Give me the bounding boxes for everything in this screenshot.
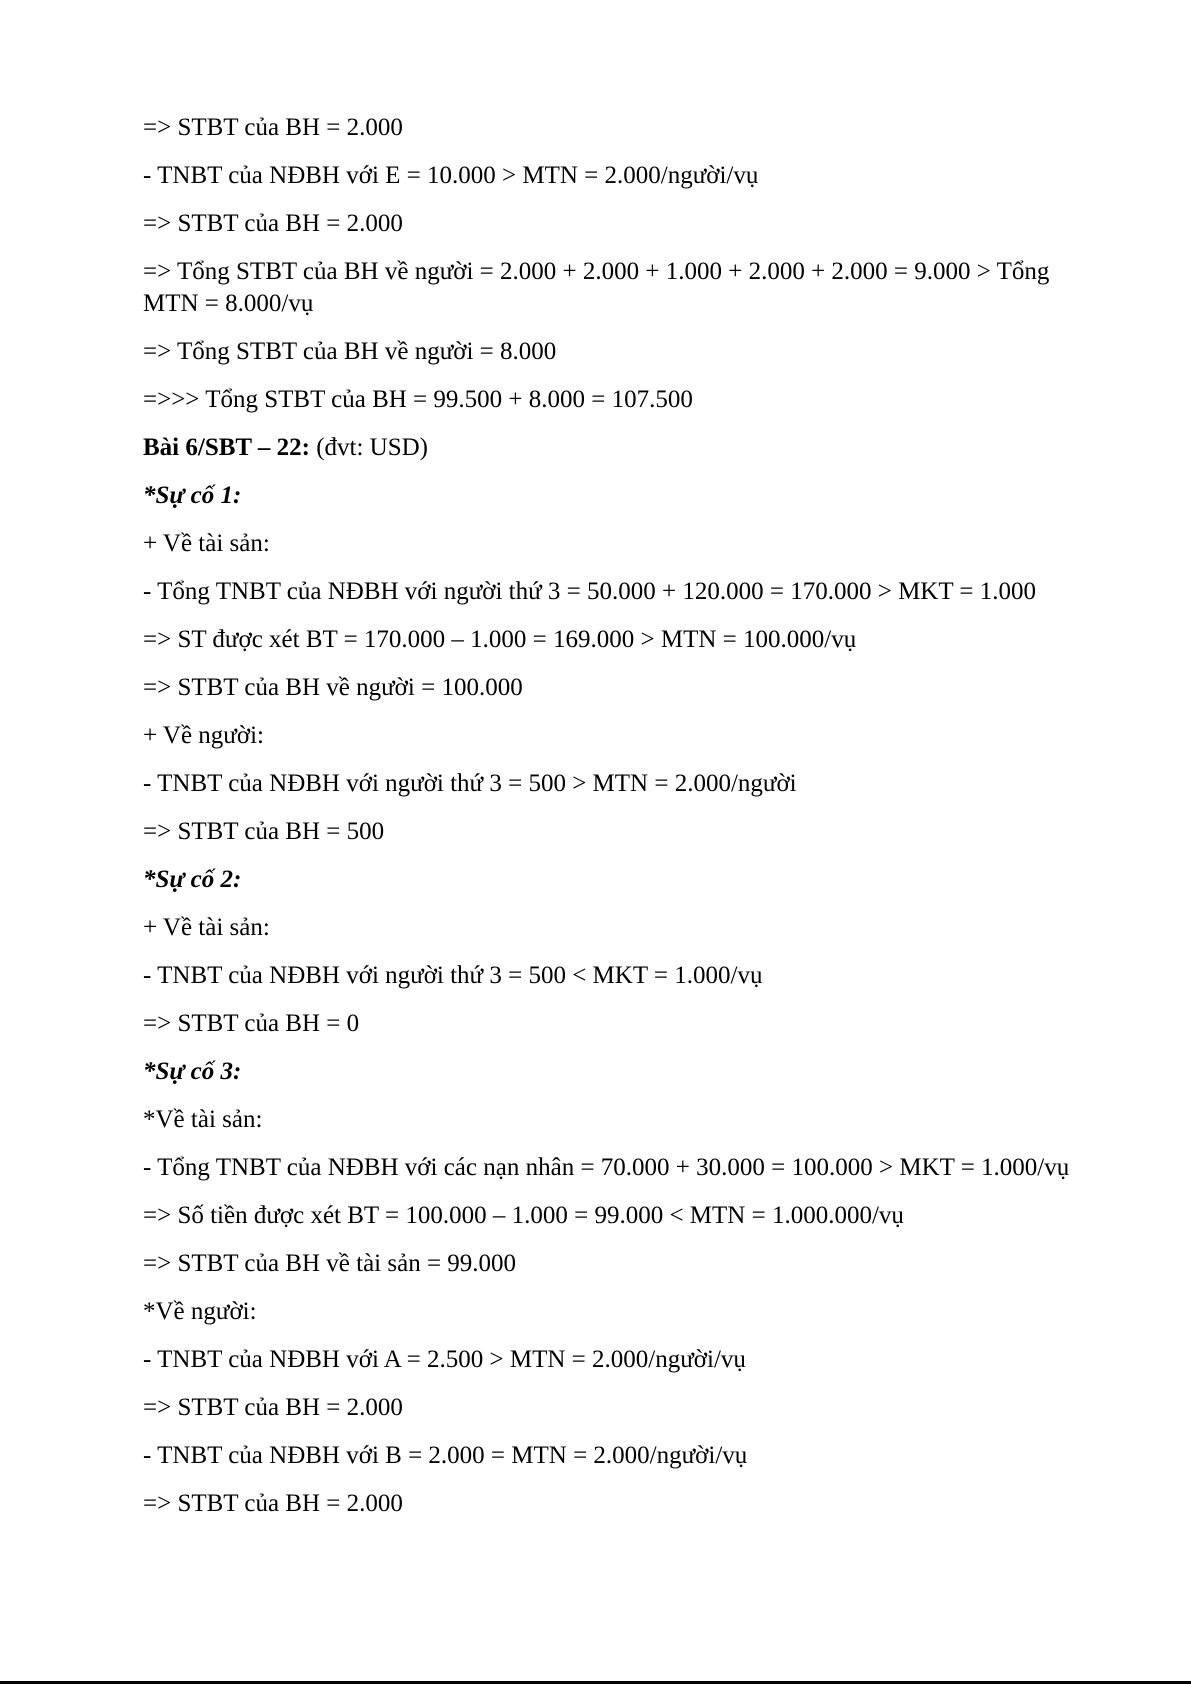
- text-line: - Tổng TNBT của NĐBH với các nạn nhân = 70.000 + 30.000 = 100.000 > MKT = 1.000/vụ: [143, 1154, 1070, 1181]
- text-line: => STBT của BH = 0: [143, 1010, 360, 1037]
- text-line: => Tổng STBT của BH về người = 2.000 + 2.000 + 1.000 + 2.000 + 2.000 = 9.000 > Tổng MTN = 8.000/vụ: [143, 258, 1050, 317]
- text-line: => STBT của BH về tài sản = 99.000: [143, 1250, 517, 1277]
- text-line: =>>> Tổng STBT của BH = 99.500 + 8.000 = 107.500: [143, 386, 693, 413]
- text-line: => STBT của BH = 500: [143, 818, 385, 845]
- text-line: => STBT của BH về người = 100.000: [143, 674, 523, 701]
- text-line: => STBT của BH = 2.000: [143, 114, 403, 141]
- page-bottom-divider: [0, 1681, 1191, 1684]
- incident-heading: *Sự cố 3:: [143, 1058, 242, 1085]
- text-line: - TNBT của NĐBH với E = 10.000 > MTN = 2.000/người/vụ: [143, 162, 759, 189]
- text-line: + Về tài sản:: [143, 914, 270, 941]
- text-line: => STBT của BH = 2.000: [143, 210, 403, 237]
- text-line: - Tổng TNBT của NĐBH với người thứ 3 = 50.000 + 120.000 = 170.000 > MKT = 1.000: [143, 578, 1037, 605]
- text-line: => Tổng STBT của BH về người = 8.000: [143, 338, 557, 365]
- text-line: + Về người:: [143, 722, 264, 749]
- exercise-heading: [143, 432, 1103, 464]
- text-line: - TNBT của NĐBH với người thứ 3 = 500 < MKT = 1.000/vụ: [143, 962, 763, 989]
- exercise-heading-unit: (đvt: USD): [309, 434, 429, 461]
- text-line: - TNBT của NĐBH với A = 2.500 > MTN = 2.000/người/vụ: [143, 1346, 746, 1373]
- text-line: => ST được xét BT = 170.000 – 1.000 = 169.000 > MTN = 100.000/vụ: [143, 626, 857, 653]
- document-page: [143, 112, 1103, 1536]
- text-line: *Về tài sản:: [143, 1106, 263, 1133]
- exercise-heading-title: Bài 6/SBT – 22:: [143, 434, 310, 461]
- text-line: => STBT của BH = 2.000: [143, 1490, 403, 1517]
- incident-heading: *Sự cố 2:: [143, 866, 242, 893]
- text-line: *Về người:: [143, 1298, 257, 1325]
- text-line: + Về tài sản:: [143, 530, 270, 557]
- text-line: - TNBT của NĐBH với người thứ 3 = 500 > MTN = 2.000/người: [143, 770, 797, 797]
- incident-heading: *Sự cố 1:: [143, 482, 242, 509]
- text-line: => STBT của BH = 2.000: [143, 1394, 403, 1421]
- text-line: => Số tiền được xét BT = 100.000 – 1.000 = 99.000 < MTN = 1.000.000/vụ: [143, 1202, 904, 1229]
- text-line: - TNBT của NĐBH với B = 2.000 = MTN = 2.000/người/vụ: [143, 1442, 748, 1469]
